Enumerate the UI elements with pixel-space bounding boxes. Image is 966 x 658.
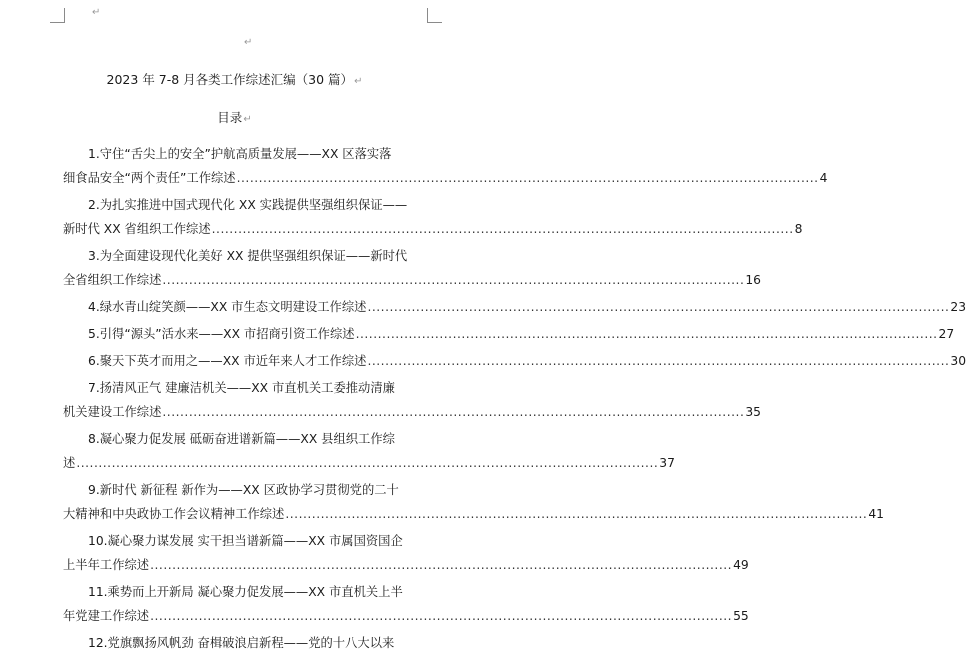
toc-entry[interactable] [63, 349, 966, 373]
toc-leader-dots: .................................................................................................................................... [236, 171, 819, 185]
toc-entry-title: 6.聚天下英才而用之——XX 市近年来人才工作综述 [88, 354, 367, 368]
toc-entry-title-continued: 细食品安全“两个责任”工作综述 [63, 171, 236, 185]
toc-entry[interactable] [63, 529, 749, 577]
toc-entry-title: 5.引得“源头”活水来——XX 市招商引资工作综述 [88, 327, 355, 341]
paragraph-mark-icon: ↵ [244, 37, 253, 48]
page-corner-mark-right [427, 8, 442, 23]
toc-page-number: 16 [745, 273, 762, 287]
toc-entry[interactable] [63, 427, 675, 475]
toc-entry-title: 10.凝心聚力谋发展 实干担当谱新篇——XX 市属国资国企 [88, 534, 403, 548]
toc-entry-title: 2.为扎实推进中国式现代化 XX 实践提供坚强组织保证—— [88, 198, 408, 212]
toc-entry-title-continued: 大精神和中央政协工作会议精神工作综述 [63, 507, 285, 521]
toc-entry[interactable] [63, 142, 828, 190]
toc-entry-title: 8.凝心聚力促发展 砥砺奋进谱新篇——XX 县组织工作综 [88, 432, 395, 446]
toc-entry-title: 11.乘势而上开新局 凝心聚力促发展——XX 市直机关上半 [88, 585, 403, 599]
toc-entry-title-continued: 年党建工作综述 [63, 609, 150, 623]
toc-entry-title-continued: 述 [63, 456, 76, 470]
toc-leader-dots: .................................................................................................................................... [285, 507, 868, 521]
toc-entry-title: 7.扬清风正气 建廉洁机关——XX 市直机关工委推动清廉 [88, 381, 395, 395]
toc-entry-title: 1.守住“舌尖上的安全”护航高质量发展——XX 区落实落 [88, 147, 392, 161]
paragraph-mark-icon: ↵ [354, 76, 363, 87]
toc-leader-dots: .................................................................................................................................... [150, 609, 733, 623]
toc-page-number: 8 [794, 222, 803, 236]
toc-page-number: 37 [659, 456, 675, 470]
toc-leader-dots: .................................................................................................................................... [355, 327, 938, 341]
toc-page-number: 30 [950, 354, 966, 368]
toc-entry[interactable] [63, 295, 966, 319]
toc-page-number: 55 [733, 609, 749, 623]
paragraph-mark-icon: ↵ [243, 114, 252, 125]
toc-page-number: 4 [819, 171, 828, 185]
toc-entry-title: 3.为全面建设现代化美好 XX 提供坚强组织保证——新时代 [88, 249, 408, 263]
table-of-contents [63, 142, 966, 658]
toc-page-number: 49 [733, 558, 749, 572]
toc-entry[interactable] [63, 193, 803, 241]
toc-page-number: 23 [950, 300, 966, 314]
toc-entry-title: 12.党旗飘扬风帆劲 奋楫破浪启新程——党的十八大以来 [88, 636, 395, 650]
toc-entry[interactable] [63, 631, 431, 655]
toc-page-number: 41 [868, 507, 884, 521]
toc-leader-dots: .................................................................................................................................... [367, 300, 950, 314]
toc-entry[interactable] [63, 322, 955, 346]
toc-leader-dots: .................................................................................................................................... [162, 405, 745, 419]
toc-entry[interactable] [63, 244, 762, 292]
toc-entry[interactable] [63, 478, 884, 526]
toc-leader-dots: .................................................................................................................................... [76, 456, 659, 470]
toc-entry-title: 4.绿水青山绽笑颜——XX 市生态文明建设工作综述 [88, 300, 367, 314]
toc-entry-title-continued: 上半年工作综述 [63, 558, 150, 572]
toc-entry-title: 9.新时代 新征程 新作为——XX 区政协学习贯彻党的二十 [88, 483, 399, 497]
toc-entry-title-continued: 新时代 XX 省组织工作综述 [63, 222, 211, 236]
toc-heading: 目录↵ [217, 110, 252, 125]
page-corner-mark-left [50, 8, 65, 23]
toc-leader-dots: .................................................................................................................................... [150, 558, 733, 572]
document-title: 2023 年 7-8 月各类工作综述汇编（30 篇）↵ [106, 72, 363, 87]
toc-page-number: 27 [938, 327, 955, 341]
paragraph-mark-icon: ↵ [92, 7, 101, 18]
toc-entry-title-continued: 机关建设工作综述 [63, 405, 162, 419]
toc-entry[interactable] [63, 376, 762, 424]
toc-leader-dots: .................................................................................................................................... [162, 273, 745, 287]
toc-leader-dots: .................................................................................................................................... [367, 354, 950, 368]
toc-entry-title-continued: 全省组织工作综述 [63, 273, 162, 287]
toc-leader-dots: .................................................................................................................................... [211, 222, 794, 236]
toc-page-number: 35 [745, 405, 762, 419]
toc-entry[interactable] [63, 580, 749, 628]
